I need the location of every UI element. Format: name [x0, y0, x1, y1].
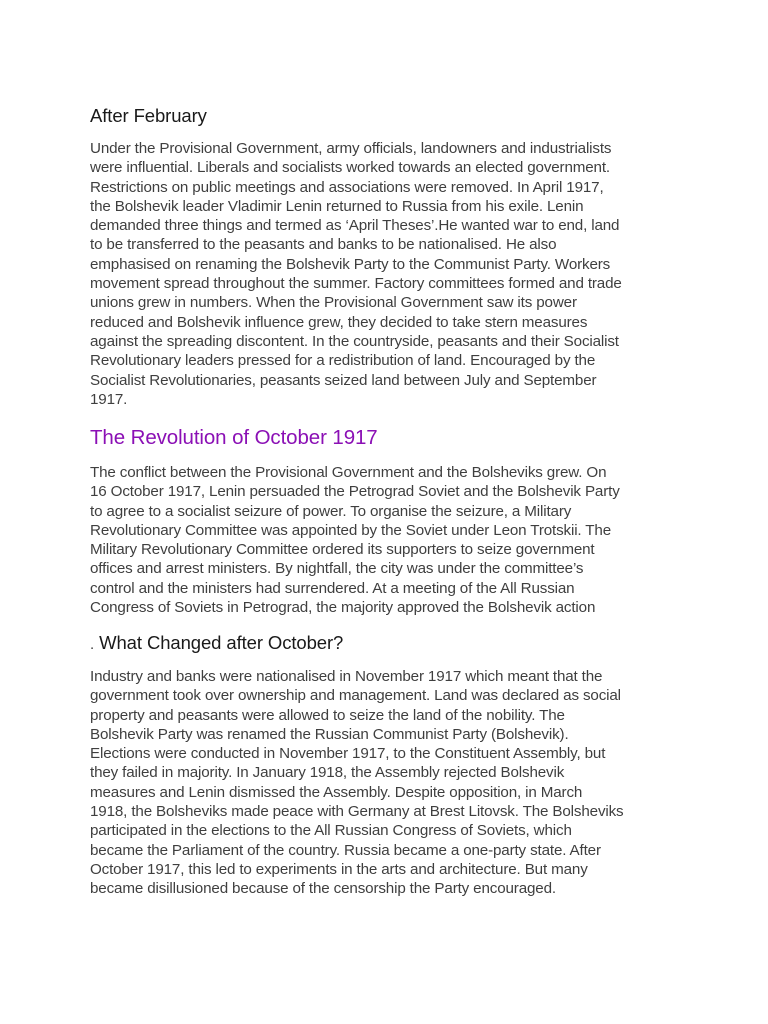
section-heading-after-february: After February: [90, 105, 207, 126]
text-line: they failed in majority. In January 1918, the Assembly rejected Bolshevik: [90, 764, 565, 782]
section-heading-what-changed: What Changed after October?: [99, 632, 344, 653]
paragraph-what-changed: [90, 667, 690, 899]
text-line: Under the Provisional Government, army officials, landowners and industrialists: [90, 140, 612, 157]
heading-prefix-dot: .: [90, 636, 95, 653]
section-heading-october-revolution: The Revolution of October 1917: [90, 426, 378, 449]
paragraph-october-revolution: [90, 463, 690, 617]
text-line: 1918, the Bolsheviks made peace with Germany at Brest Litovsk. The Bolsheviks: [90, 803, 624, 821]
text-line: became disillusioned because of the censorship the Party encouraged.: [90, 880, 556, 898]
text-line: property and peasants were allowed to seize the land of the nobility. The: [90, 706, 565, 724]
text-line: Military Revolutionary Committee ordered its supporters to seize government: [90, 541, 595, 559]
text-line: unions grew in numbers. When the Provisional Government saw its power: [90, 294, 577, 312]
text-line: the Bolshevik leader Vladimir Lenin returned to Russia from his exile. Lenin: [90, 197, 584, 215]
paragraph-after-february: [90, 139, 690, 409]
text-line: Revolutionary leaders pressed for a redistribution of land. Encouraged by the: [90, 352, 596, 370]
text-line: demanded three things and termed as ‘April Theses’.He wanted war to end, land: [90, 217, 620, 235]
text-line: participated in the elections to the All Russian Congress of Soviets, which: [90, 822, 572, 840]
section-heading-what-changed-wrapper: [90, 632, 343, 654]
text-line: Industry and banks were nationalised in November 1917 which meant that the: [90, 668, 603, 685]
text-line: reduced and Bolshevik influence grew, they decided to take stern measures: [90, 313, 588, 331]
text-line: offices and arrest ministers. By nightfall, the city was under the committee’s: [90, 560, 584, 578]
text-line: 16 October 1917, Lenin persuaded the Petrograd Soviet and the Bolshevik Party: [90, 483, 620, 501]
text-line: government took over ownership and management. Land was declared as social: [90, 687, 621, 705]
text-line: October 1917, this led to experiments in the arts and architecture. But many: [90, 860, 588, 878]
text-line: measures and Lenin dismissed the Assembly. Despite opposition, in March: [90, 783, 583, 801]
text-line: 1917.: [90, 390, 128, 408]
text-line: Elections were conducted in November 1917, to the Constituent Assembly, but: [90, 745, 606, 763]
text-line: The conflict between the Provisional Government and the Bolsheviks grew. On: [90, 464, 607, 481]
text-line: Congress of Soviets in Petrograd, the majority approved the Bolshevik action: [90, 599, 596, 617]
text-line: movement spread throughout the summer. Factory committees formed and trade: [90, 275, 622, 293]
text-line: Bolshevik Party was renamed the Russian Communist Party (Bolshevik).: [90, 725, 569, 743]
text-line: Socialist Revolutionaries, peasants seized land between July and September: [90, 371, 597, 389]
text-line: to agree to a socialist seizure of power. To organise the seizure, a Military: [90, 502, 572, 520]
text-line: control and the ministers had surrendered. At a meeting of the All Russian: [90, 579, 575, 597]
text-line: were influential. Liberals and socialists worked towards an elected government.: [90, 159, 610, 177]
text-line: Revolutionary Committee was appointed by the Soviet under Leon Trotskii. The: [90, 521, 612, 539]
text-line: Restrictions on public meetings and associations were removed. In April 1917,: [90, 178, 604, 196]
text-line: against the spreading discontent. In the countryside, peasants and their Socialist: [90, 332, 619, 350]
text-line: to be transferred to the peasants and banks to be nationalised. He also: [90, 236, 557, 254]
text-line: became the Parliament of the country. Russia became a one-party state. After: [90, 841, 601, 859]
text-line: emphasised on renaming the Bolshevik Party to the Communist Party. Workers: [90, 255, 611, 273]
